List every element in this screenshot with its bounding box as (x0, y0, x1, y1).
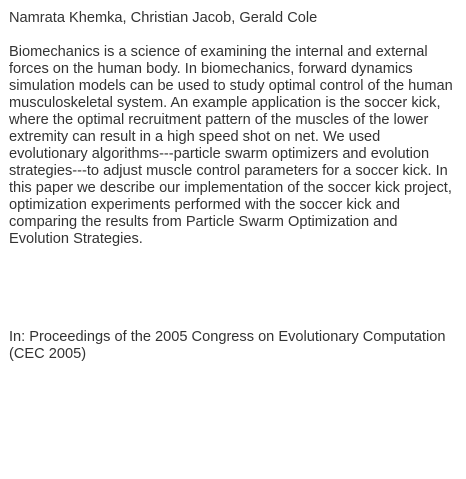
author-list: Namrata Khemka, Christian Jacob, Gerald Cole (9, 10, 318, 26)
publication-citation: In: Proceedings of the 2005 Congress on Evolutionary Computation (CEC 2005) (9, 329, 446, 362)
document-page (9, 10, 454, 363)
abstract-text: Biomechanics is a science of examining the internal and external forces on the human body. In biomechanics, forward dynamics simulation models can be used to study optimal control of the human musculoskeletal system. An example application is the soccer kick, where the optimal recruitment pattern of the muscles of the lower extremity can result in a high speed shot on net. We used evolutionary algorithms---particle swarm optimizers and evolution strategies---to adjust muscle control parameters for a soccer kick. In this paper we describe our implementation of the soccer kick project, optimization experiments performed with the soccer kick and comparing the results from Particle Swarm Optimization and Evolution Strategies. (9, 44, 453, 247)
